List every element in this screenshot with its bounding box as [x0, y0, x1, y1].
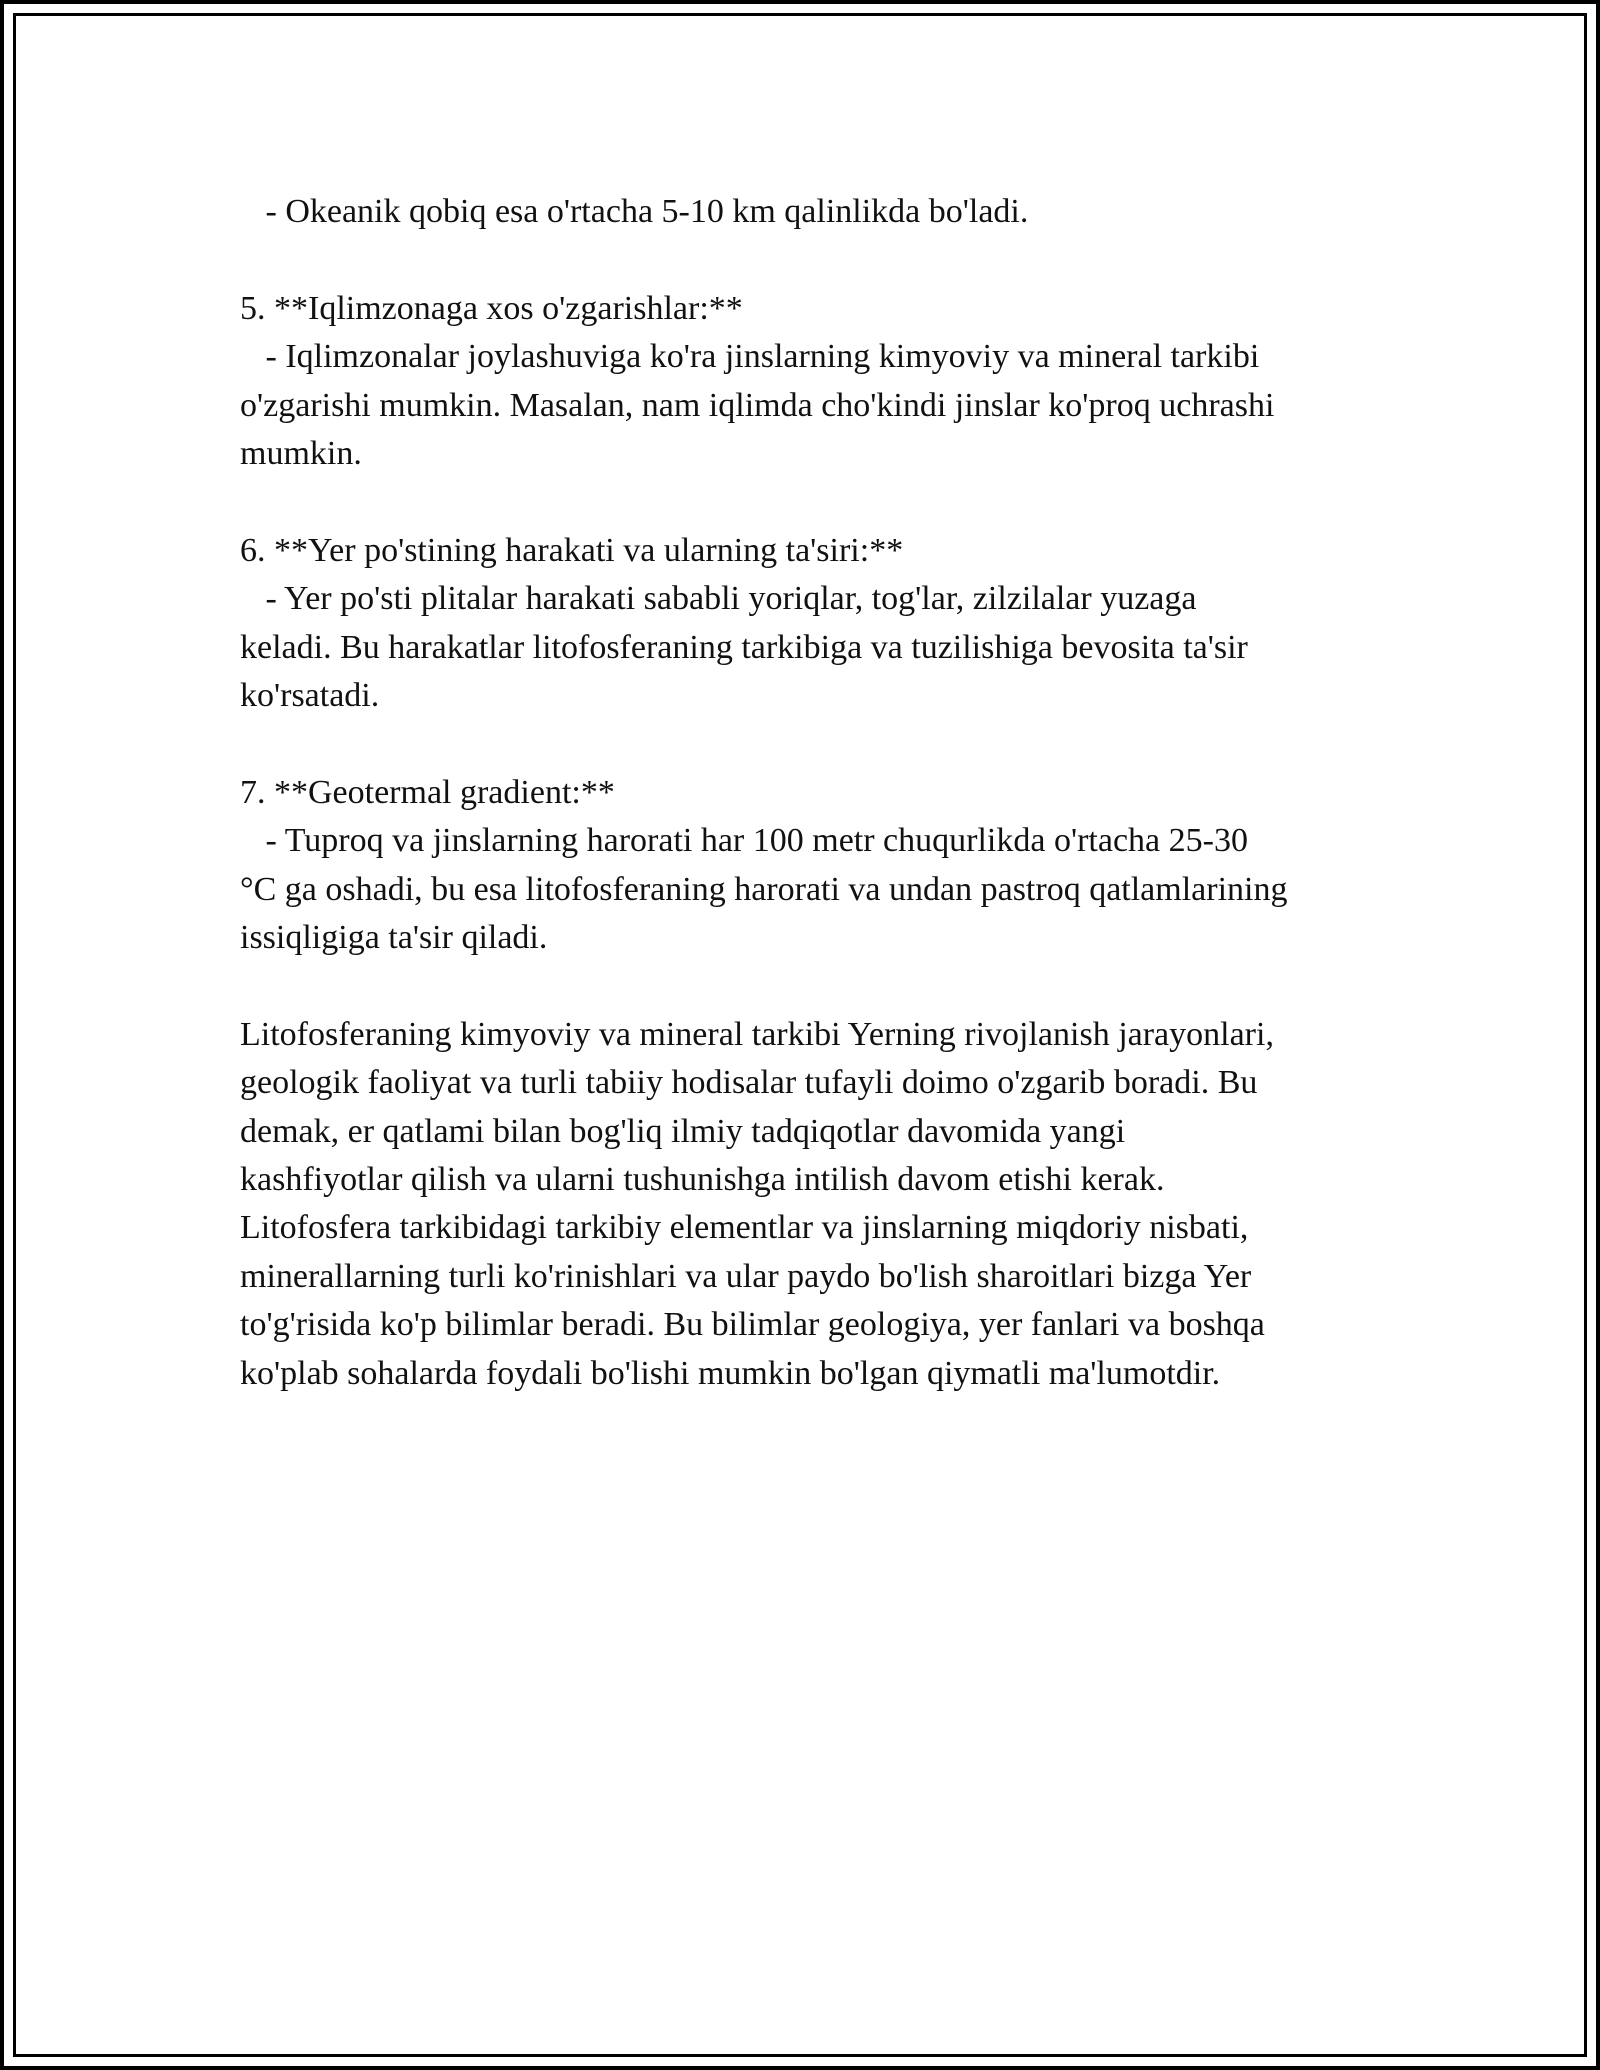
blank-line: [240, 962, 1380, 1010]
paragraph-line: to'g'risida ko'p bilimlar beradi. Bu bilimlar geologiya, yer fanlari va boshqa: [240, 1306, 1265, 1344]
blank-line: [240, 236, 1380, 284]
text-line: mumkin.: [240, 435, 362, 473]
text-line: °C ga oshadi, bu esa litofosferaning harorati va undan pastroq qatlamlarining: [240, 870, 1288, 908]
section-heading: 6. **Yer po'stining harakati va ularning ta'siri:**: [240, 531, 904, 569]
text-line: - Okeanik qobiq esa o'rtacha 5-10 km qalinlikda bo'ladi.: [240, 193, 1029, 230]
section-heading: 5. **Iqlimzonaga xos o'zgarishlar:**: [240, 289, 743, 327]
paragraph-line: geologik faoliyat va turli tabiiy hodisalar tufayli doimo o'zgarib boradi. Bu: [240, 1064, 1258, 1102]
text-line: o'zgarishi mumkin. Masalan, nam iqlimda cho'kindi jinslar ko'proq uchrashi: [240, 386, 1275, 424]
text-line: - Tuproq va jinslarning harorati har 100 metr chuqurlikda o'rtacha 25-30: [240, 822, 1248, 860]
paragraph-line: Litofosferaning kimyoviy va mineral tarkibi Yerning rivojlanish jarayonlari,: [240, 1015, 1274, 1053]
blank-line: [240, 720, 1380, 768]
text-line: - Iqlimzonalar joylashuviga ko'ra jinslarning kimyoviy va mineral tarkibi: [240, 338, 1260, 376]
paragraph-line: demak, er qatlami bilan bog'liq ilmiy tadqiqotlar davomida yangi: [240, 1112, 1126, 1150]
text-line: - Yer po'sti plitalar harakati sababli yoriqlar, tog'lar, zilzilalar yuzaga: [240, 580, 1197, 618]
text-line: issiqligiga ta'sir qiladi.: [240, 919, 548, 957]
document-body: [240, 188, 1380, 1398]
paragraph-line: minerallarning turli ko'rinishlari va ular paydo bo'lish sharoitlari bizga Yer: [240, 1257, 1252, 1295]
section-heading: 7. **Geotermal gradient:**: [240, 773, 615, 811]
blank-line: [240, 478, 1380, 526]
paragraph-line: Litofosfera tarkibidagi tarkibiy elementlar va jinslarning miqdoriy nisbati,: [240, 1209, 1249, 1247]
text-line: keladi. Bu harakatlar litofosferaning tarkibiga va tuzilishiga bevosita ta'sir: [240, 628, 1248, 666]
text-line: ko'rsatadi.: [240, 677, 380, 715]
paragraph-line: ko'plab sohalarda foydali bo'lishi mumkin bo'lgan qiymatli ma'lumotdir.: [240, 1354, 1221, 1392]
paragraph-line: kashfiyotlar qilish va ularni tushunishga intilish davom etishi kerak.: [240, 1161, 1165, 1199]
